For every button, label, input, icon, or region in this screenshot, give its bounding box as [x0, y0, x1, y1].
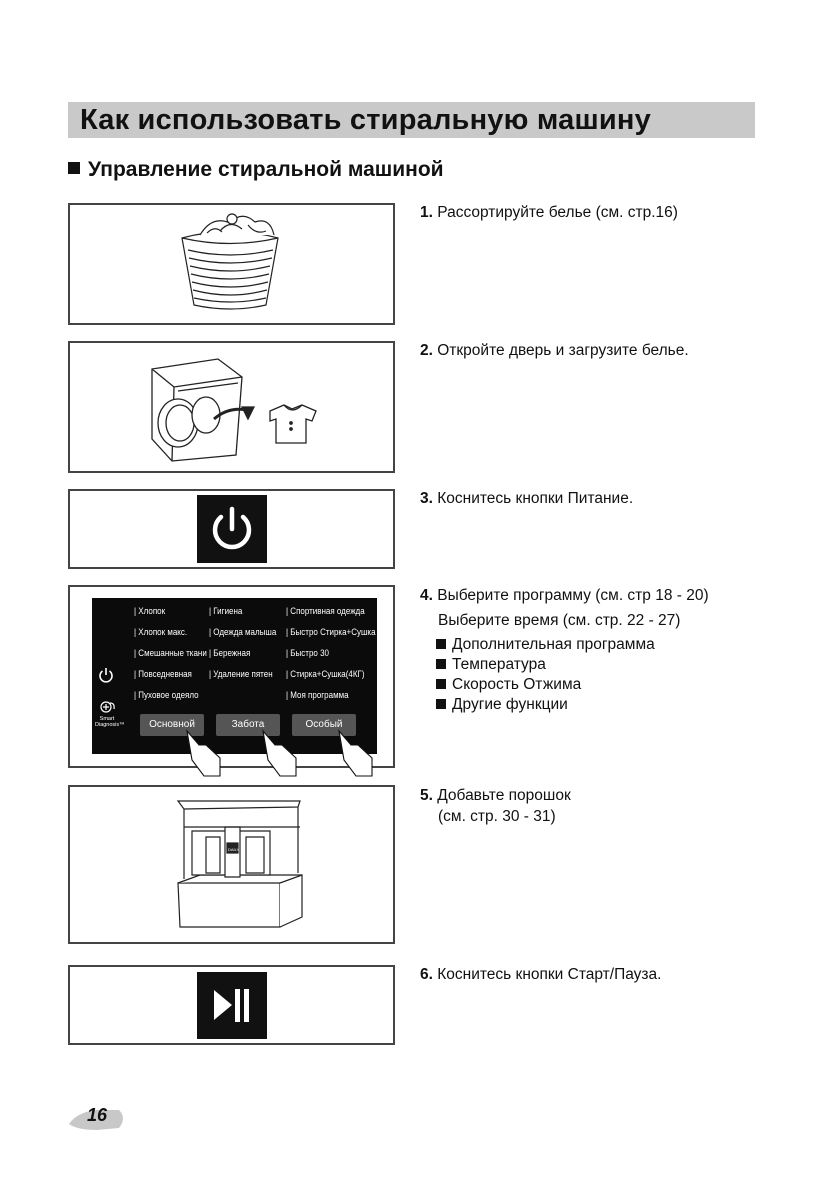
step-instruction: Рассортируйте белье (см. стр.16): [437, 204, 678, 221]
step-1-text: [420, 202, 678, 223]
program-sport[interactable]: | Спортивная одежда: [286, 606, 365, 616]
step-2-image: [68, 341, 395, 473]
step-number: 6.: [420, 966, 433, 983]
step-3-image: [68, 489, 395, 569]
smart-label: Smart: [99, 716, 115, 722]
step-number: 2.: [420, 342, 433, 359]
program-hygiene[interactable]: | Гигиена: [209, 606, 243, 616]
play-pause-icon: [197, 972, 267, 1039]
category-care-button[interactable]: Забота: [216, 714, 280, 736]
washer-loading-icon: [70, 343, 393, 471]
step-6-text: [420, 964, 661, 985]
program-baby[interactable]: | Одежда малыша: [209, 627, 277, 637]
step-instruction: Откройте дверь и загрузите белье.: [437, 342, 689, 359]
pointing-hands-icon: [92, 598, 377, 778]
step-number: 4.: [420, 587, 433, 604]
step-number: 5.: [420, 787, 433, 804]
step-instruction-2: (см. стр. 30 - 31): [438, 808, 556, 825]
step-2-text: [420, 340, 689, 361]
laundry-basket-icon: [70, 205, 393, 323]
square-bullet-icon: [436, 679, 446, 689]
step-number: 1.: [420, 204, 433, 221]
step-4-text: [420, 585, 709, 715]
step-5-image: [68, 785, 395, 944]
square-bullet-icon: [436, 639, 446, 649]
page-number: 16: [87, 1105, 108, 1125]
program-quick-30[interactable]: | Быстро 30: [286, 648, 329, 658]
bullet-item: Скорость Отжима: [436, 675, 709, 695]
bullet-item: Температура: [436, 655, 709, 675]
section-title: Управление стиральной машиной: [88, 158, 444, 181]
bullet-item: Другие функции: [436, 695, 709, 715]
dispenser-label: DAILY: [228, 847, 240, 852]
category-special-button[interactable]: Особый: [292, 714, 356, 736]
detergent-drawer-icon: [70, 787, 393, 942]
program-cotton[interactable]: | Хлопок: [134, 606, 166, 616]
bullet-item: Дополнительная программа: [436, 635, 709, 655]
program-gentle[interactable]: | Бережная: [209, 648, 251, 658]
program-daily[interactable]: | Повседневная: [134, 669, 192, 679]
power-icon: [197, 495, 267, 563]
step-instruction: Коснитесь кнопки Старт/Пауза.: [437, 966, 662, 983]
step-instruction: Добавьте порошок: [437, 787, 571, 804]
square-bullet-icon: [436, 659, 446, 669]
step-1-image: [68, 203, 395, 325]
control-panel: [92, 598, 377, 754]
page-title: Как использовать стиральную машину: [80, 104, 651, 136]
start-pause-button[interactable]: [197, 972, 267, 1039]
square-bullet-icon: [436, 699, 446, 709]
title-bar: [68, 102, 755, 138]
program-wash-dry-4kg[interactable]: | Стирка+Сушка(4КГ): [286, 669, 365, 679]
program-quick-wash-dry[interactable]: | Быстро Стирка+Сушка: [286, 627, 376, 637]
square-bullet-icon: [68, 162, 80, 174]
step-instruction-2: Выберите время (см. стр. 22 - 27): [438, 612, 681, 629]
step-6-image: [68, 965, 395, 1045]
section-heading: [68, 158, 444, 182]
step-instruction: Коснитесь кнопки Питание.: [437, 490, 634, 507]
step-number: 3.: [420, 490, 433, 507]
program-mixed[interactable]: | Смешанные ткани: [134, 648, 207, 658]
diagnosis-label: Diagnosis™: [95, 722, 125, 728]
step-3-text: [420, 488, 633, 509]
program-cotton-max[interactable]: | Хлопок макс.: [134, 627, 188, 637]
step-5-text: [420, 785, 571, 827]
category-basic-button[interactable]: Основной: [140, 714, 204, 736]
step-instruction: Выберите программу (см. стр 18 - 20): [437, 587, 709, 604]
step-4-image: [68, 585, 395, 768]
power-button[interactable]: [197, 495, 267, 563]
program-my-program[interactable]: | Моя программа: [286, 690, 349, 700]
page-number-badge: [67, 1102, 127, 1132]
program-stain[interactable]: | Удаление пятен: [209, 669, 273, 679]
program-duvet[interactable]: | Пуховое одеяло: [134, 690, 199, 700]
